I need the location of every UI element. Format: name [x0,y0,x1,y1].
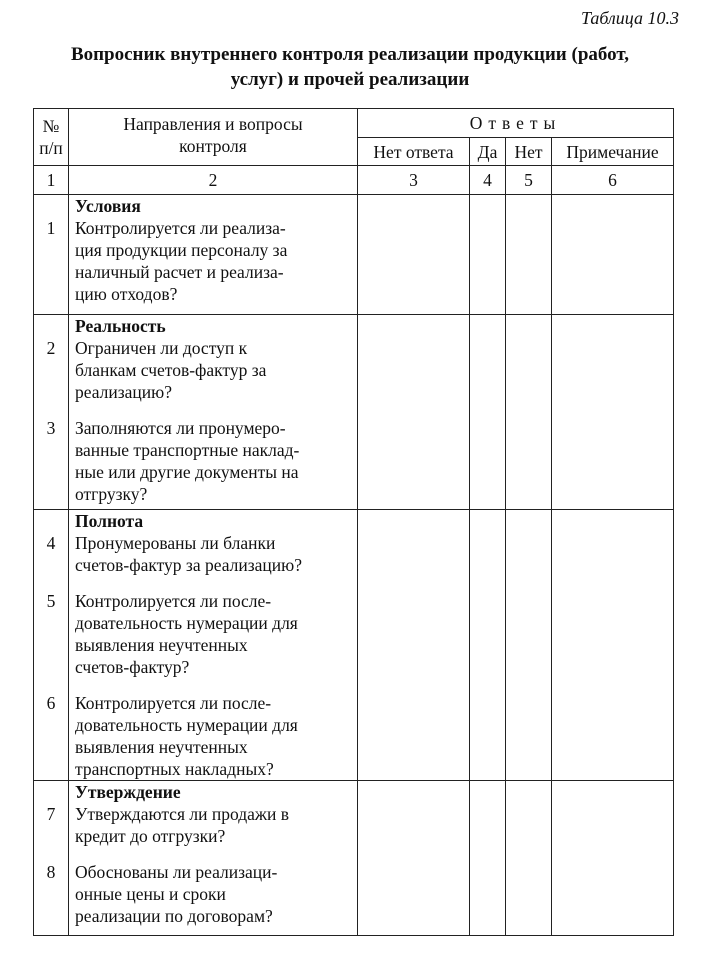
answer-cell-no-answer[interactable] [358,510,470,781]
item-questions [69,510,358,781]
section-row [34,315,674,510]
item-number: 7 [46,804,56,824]
item-number: 5 [46,591,56,611]
question-line: Заполняются ли пронумеро- [75,418,286,438]
col-number: 2 [69,166,358,195]
question-line: ванные транспортные наклад- [75,440,300,460]
title-line: Вопросник внутреннего контроля реализации продукции (работ, [70,44,630,65]
item-number: 3 [46,418,56,438]
question-line: выявления неучтенных [75,635,248,655]
col-number: 4 [470,166,506,195]
item-questions [69,195,358,315]
answer-cell-no-answer[interactable] [358,195,470,315]
item-number: 4 [46,533,56,553]
answer-cell-no[interactable] [506,510,552,781]
question-line: Обоснованы ли реализаци- [75,862,278,882]
item-numbers [34,781,69,936]
header-no-col: Нет [506,138,552,166]
answer-cell-note[interactable] [552,781,674,936]
table-caption: Таблица 10.3 [580,8,679,28]
answer-cell-no[interactable] [506,195,552,315]
section-row [34,195,674,315]
question-line: Контролируется ли после- [75,693,272,713]
header-question-line: Направления и вопросы [123,114,303,134]
item-numbers [34,510,69,781]
header-question-line: контроля [179,136,247,156]
question-line: счетов-фактур? [75,657,190,677]
question-line: кредит до отгрузки? [75,826,226,846]
item-number: 8 [46,862,56,882]
answer-cell-note[interactable] [552,510,674,781]
question-line: реализацию? [75,382,173,402]
col-number: 3 [358,166,470,195]
question-line: ция продукции персоналу за [75,240,288,260]
answer-cell-yes[interactable] [470,781,506,936]
answer-cell-yes[interactable] [470,315,506,510]
answer-cell-yes[interactable] [470,195,506,315]
question-line: Контролируется ли после- [75,591,272,611]
section-row [34,781,674,936]
title-line: услуг) и прочей реализации [230,69,470,90]
header-yes: Да [470,138,506,166]
section-title: Реальность [75,316,166,336]
question-line: довательность нумерации для [75,613,298,633]
question-line: счетов-фактур за реализацию? [75,555,302,575]
questionnaire-table [33,108,674,936]
col-number: 5 [506,166,552,195]
question-line: бланкам счетов-фактур за [75,360,267,380]
section-title: Условия [75,196,141,216]
item-numbers [34,195,69,315]
header-answers: Ответы [358,109,674,138]
header-no [34,109,69,166]
question-line: ные или другие документы на [75,462,299,482]
question-line: Контролируется ли реализа- [75,218,286,238]
item-questions [69,315,358,510]
header-note: Примечание [552,138,674,166]
header-no-line: п/п [39,138,63,158]
question-line: отгрузку? [75,484,148,504]
answer-cell-note[interactable] [552,315,674,510]
question-line: цию отходов? [75,284,178,304]
answer-cell-no[interactable] [506,781,552,936]
item-number: 2 [46,338,56,358]
question-line: реализации по договорам? [75,906,273,926]
col-number: 1 [34,166,69,195]
header-no-answer: Нет ответа [358,138,470,166]
answer-cell-yes[interactable] [470,510,506,781]
page-title [20,42,680,92]
answer-cell-no-answer[interactable] [358,781,470,936]
col-number: 6 [552,166,674,195]
answer-cell-no-answer[interactable] [358,315,470,510]
question-line: онные цены и сроки [75,884,226,904]
answer-cell-note[interactable] [552,195,674,315]
question-line: выявления неучтенных [75,737,248,757]
answer-cell-no[interactable] [506,315,552,510]
question-line: довательность нумерации для [75,715,298,735]
header-question [69,109,358,166]
item-numbers [34,315,69,510]
header-no-line: № [42,116,60,136]
question-line: Пронумерованы ли бланки [75,533,276,553]
item-number: 1 [46,218,56,238]
question-line: наличный расчет и реализа- [75,262,284,282]
item-number: 6 [46,693,56,713]
question-line: Утверждаются ли продажи в [75,804,289,824]
section-title: Полнота [75,511,144,531]
question-line: транспортных накладных? [75,759,274,779]
section-title: Утверждение [75,782,181,802]
item-questions [69,781,358,936]
section-row [34,510,674,781]
question-line: Ограничен ли доступ к [75,338,248,358]
